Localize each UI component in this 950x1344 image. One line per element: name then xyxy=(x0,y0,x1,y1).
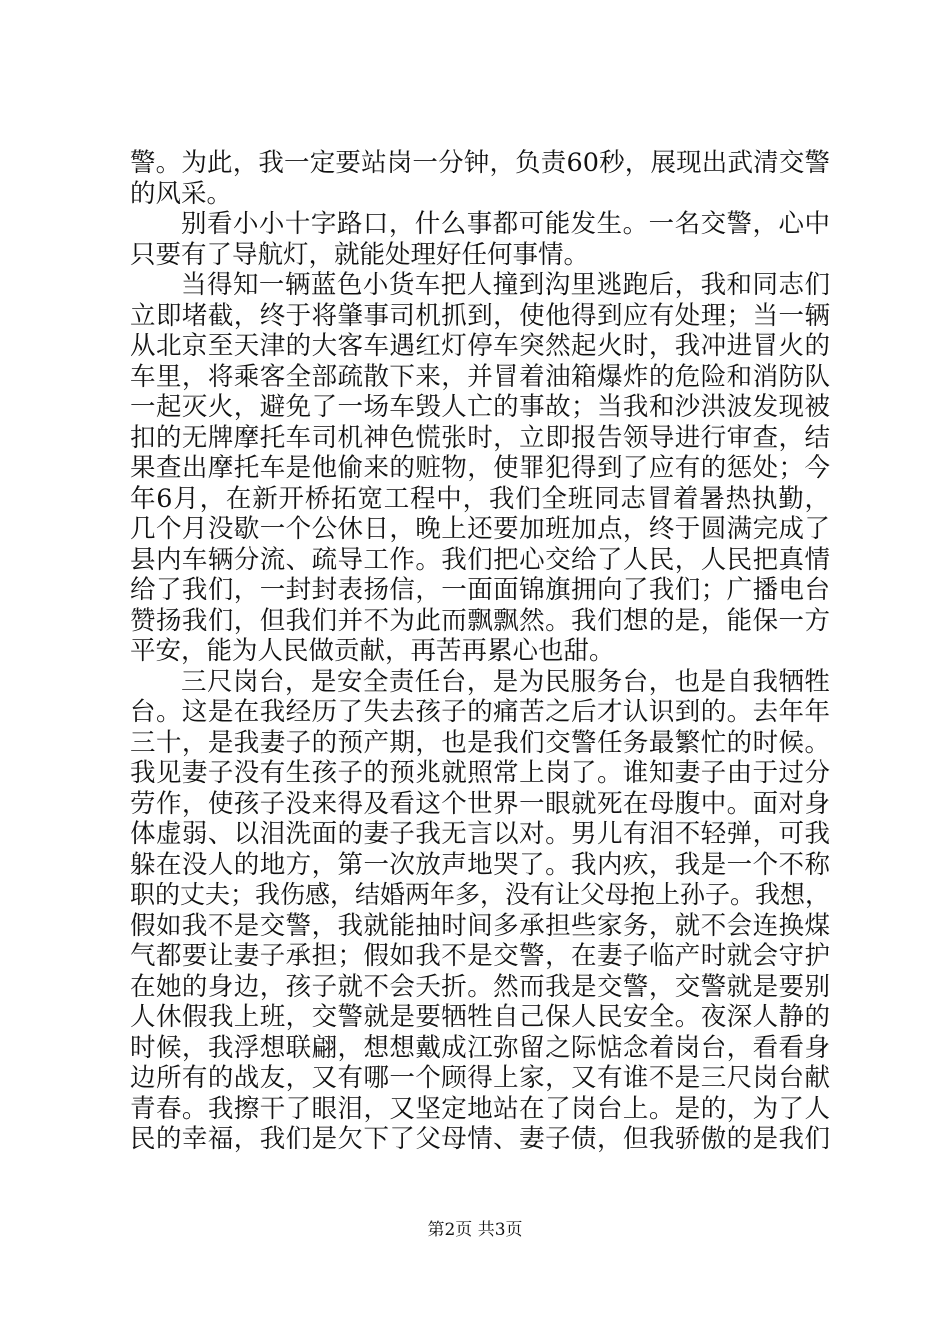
text-line: 人休假我上班，交警就是要牺牲自己保人民安全。夜深人静的 xyxy=(130,1002,830,1032)
text-lines xyxy=(130,148,830,1155)
text-line: 边所有的战友，又有哪一个顾得上家，又有谁不是三尺岗台献 xyxy=(130,1063,830,1093)
text-line: 假如我不是交警，我就能抽时间多承担些家务，就不会连换煤 xyxy=(130,910,830,941)
text-line: 年6月，在新开桥拓宽工程中，我们全班同志冒着暑热执勤， xyxy=(130,483,830,514)
text-line: 劳作，使孩子没来得及看这个世界一眼就死在母腹中。面对身 xyxy=(130,788,830,819)
text-line: 躲在没人的地方，第一次放声地哭了。我内疚，我是一个不称 xyxy=(130,849,830,880)
text-line: 三十，是我妻子的预产期，也是我们交警任务最繁忙的时候。 xyxy=(130,727,830,758)
text-line: 三尺岗台，是安全责任台，是为民服务台，也是自我牺牲 xyxy=(181,666,830,697)
text-line: 青春。我擦干了眼泪，又坚定地站在了岗台上。是的，为了人 xyxy=(130,1093,830,1124)
text-line: 的风采。 xyxy=(130,178,233,209)
text-line: 体虚弱、以泪洗面的妻子我无言以对。男儿有泪不轻弹，可我 xyxy=(130,819,830,849)
text-line: 几个月没歇一个公休日，晚上还要加班加点，终于圆满完成了 xyxy=(130,514,830,544)
text-line: 县内车辆分流、疏导工作。我们把心交给了人民，人民把真情 xyxy=(130,544,830,575)
text-line: 车里，将乘客全部疏散下来，并冒着油箱爆炸的危险和消防队 xyxy=(130,361,830,392)
text-line: 果查出摩托车是他偷来的赃物，使罪犯得到了应有的惩处；今 xyxy=(130,453,830,483)
page-footer: 第2页 共3页 xyxy=(427,1220,523,1240)
text-line: 一起灭火，避免了一场车毁人亡的事故；当我和沙洪波发现被 xyxy=(130,392,830,422)
text-line: 平安，能为人民做贡献，再苦再累心也甜。 xyxy=(130,636,615,666)
text-line: 民的幸福，我们是欠下了父母情、妻子债，但我骄傲的是我们 xyxy=(130,1124,830,1154)
text-line: 警。为此，我一定要站岗一分钟，负责60秒，展现出武清交警 xyxy=(130,148,830,178)
text-line: 从北京至天津的大客车遇红灯停车突然起火时，我冲进冒火的 xyxy=(130,331,830,361)
text-line: 气都要让妻子承担；假如我不是交警，在妻子临产时就会守护 xyxy=(130,941,830,971)
document-body xyxy=(130,148,830,1155)
text-line: 在她的身边，孩子就不会夭折。然而我是交警，交警就是要别 xyxy=(130,971,830,1002)
text-line: 职的丈夫；我伤感，结婚两年多，没有让父母抱上孙子。我想， xyxy=(130,880,831,909)
text-line: 别看小小十字路口，什么事都可能发生。一名交警，心中 xyxy=(181,209,830,239)
text-line: 立即堵截，终于将肇事司机抓到，使他得到应有处理；当一辆 xyxy=(130,300,830,331)
text-line: 我见妻子没有生孩子的预兆就照常上岗了。谁知妻子由于过分 xyxy=(130,758,830,788)
text-line: 只要有了导航灯，就能处理好任何事情。 xyxy=(130,239,590,270)
text-line: 给了我们，一封封表扬信，一面面锦旗拥向了我们；广播电台 xyxy=(130,575,830,605)
text-line: 时候，我浮想联翩，想想戴成江弥留之际惦念着岗台，看看身 xyxy=(130,1032,830,1063)
text-line: 台。这是在我经历了失去孩子的痛苦之后才认识到的。去年年 xyxy=(130,697,830,727)
text-line: 当得知一辆蓝色小货车把人撞到沟里逃跑后，我和同志们 xyxy=(181,270,830,300)
text-line: 赞扬我们，但我们并不为此而飘飘然。我们想的是，能保一方 xyxy=(130,605,830,636)
text-line: 扣的无牌摩托车司机神色慌张时，立即报告领导进行审查，结 xyxy=(130,422,830,453)
